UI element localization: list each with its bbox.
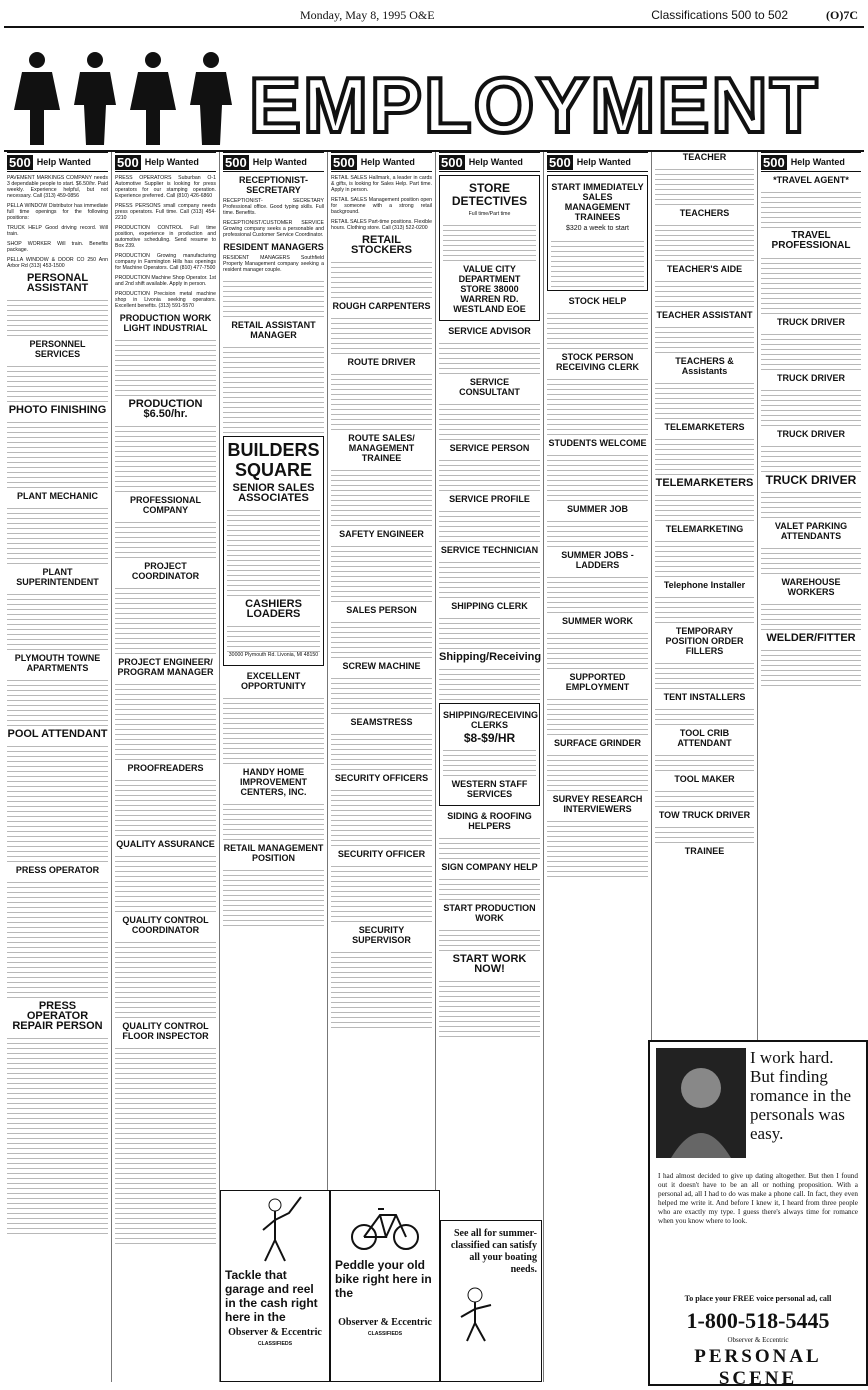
ad-text-block [655, 537, 754, 577]
classified-ad: PRODUCTION CONTROL Full time position, experience in production and automotive scheduling. Send resume to Box 239. [115, 225, 216, 249]
western-staff-ad [439, 703, 540, 806]
ad-text-block [547, 517, 648, 547]
ad-text-block [439, 977, 540, 1037]
ad-heading: VALUE CITY DEPARTMENT STORE 38000 WARREN RD. WESTLAND EOE [453, 264, 526, 314]
section-header: 500 Help Wanted [223, 152, 324, 172]
ad-text-block [547, 451, 648, 501]
ad-text-block [115, 518, 216, 558]
ad-heading: SAFETY ENGINEER [339, 529, 424, 539]
ad-heading: PROOFREADERS [127, 763, 204, 773]
ad-text-block [655, 751, 754, 771]
ad-text-block [7, 878, 108, 998]
ad-text-block [761, 254, 861, 314]
tackle-garage-ad [220, 1190, 330, 1382]
ad-heading: TOW TRUCK DRIVER [658, 810, 751, 820]
ad-heading: TELEMARKETERS [664, 422, 745, 432]
ad-heading: SURFACE GRINDER [553, 738, 641, 748]
fisherman-icon [245, 1195, 305, 1265]
classified-ad: PELLA WINDOW Distributor has immediate full time openings for the following positions: [7, 203, 108, 221]
ad-heading: TRUCK DRIVER [776, 429, 845, 439]
ad-heading: Telephone Installer [663, 580, 746, 590]
ad-heading: WAREHOUSE WORKERS [781, 577, 841, 597]
section-header: 500 Help Wanted [331, 152, 432, 172]
ad-text-block [655, 277, 754, 307]
sales-trainee-ad [547, 175, 648, 291]
ad-heading: PROFESSIONAL COMPANY [129, 495, 201, 515]
ad-headline: Peddle your old bike right here in the [335, 1258, 432, 1300]
ad-text-block [115, 938, 216, 1018]
ad-heading: SECURITY SUPERVISOR [352, 925, 411, 945]
ad-text-block [547, 375, 648, 435]
ad-text-block [761, 600, 861, 630]
ad-heading: POOL ATTENDANT [7, 728, 108, 740]
ad-heading: PRESS OPERATOR [15, 865, 100, 875]
ad-text-block [547, 751, 648, 791]
column-6 [544, 152, 652, 1382]
ad-heading: TEMPORARY POSITION ORDER FILLERS [665, 626, 744, 656]
ad-cta: To place your FREE voice personal ad, call [684, 1294, 832, 1303]
ad-text-block [7, 296, 108, 336]
banner-title: EMPLOYMENT [249, 61, 820, 149]
ad-text-block [115, 680, 216, 760]
ad-heading: SERVICE ADVISOR [448, 326, 531, 336]
ad-text-block [655, 221, 754, 261]
ad-text-block [331, 370, 432, 430]
ad-heading: QUALITY CONTROL COORDINATOR [122, 915, 209, 935]
ad-heading: STUDENTS WELCOME [548, 438, 647, 448]
ad-text-block [761, 488, 861, 518]
ad-heading: SHIPPING/RECEIVING CLERKS [443, 710, 539, 730]
builders-square-ad [223, 436, 324, 666]
ad-heading: TEACHERS [679, 208, 730, 218]
ad-text-block [439, 665, 540, 700]
classified-ad: PAVEMENT MARKINGS COMPANY needs 3 dependable people to start. $6.50/hr. Paid weekly. Experience helpful, but not necessary. Call (313) 459-0856 [7, 175, 108, 199]
ad-text-block [547, 573, 648, 613]
phone-number: 1-800-518-5445 [686, 1308, 830, 1333]
ad-heading: PERSONNEL SERVICES [29, 339, 86, 359]
classified-ad: SHOP WORKER Will train. Benefits package. [7, 241, 108, 253]
ad-text-block [655, 323, 754, 353]
section-header: 500 Help Wanted [761, 152, 861, 172]
ad-text-block [655, 705, 754, 725]
classified-ad: PELLA WINDOW & DOOR CO 250 Ann Arbor Rd (313) 453-1500 [7, 257, 108, 269]
ad-heading: EXCELLENT OPPORTUNITY [240, 671, 306, 691]
ad-heading: PRODUCTION WORK LIGHT INDUSTRIAL [119, 313, 212, 333]
ad-text-block [7, 676, 108, 726]
ad-heading: QUALITY CONTROL FLOOR INSPECTOR [122, 1021, 209, 1041]
brand-sub: CLASSIFIEDS [367, 1331, 403, 1337]
boating-ad [440, 1220, 542, 1382]
ad-heading: SALES PERSON [346, 605, 417, 615]
ad-text-block [331, 948, 432, 1028]
ad-text-block [115, 1044, 216, 1244]
ad-text-block [551, 237, 644, 287]
woman-portrait-icon [656, 1048, 746, 1158]
figure-man-icon [70, 50, 120, 145]
ad-text-block [7, 1034, 108, 1234]
ad-text-block [439, 558, 540, 598]
ad-heading: WELDER/FITTER [766, 632, 856, 644]
ad-text-block [547, 817, 648, 877]
ad-text-block [439, 926, 540, 951]
ad-text-block [331, 730, 432, 770]
ad-heading: PROJECT ENGINEER/ PROGRAM MANAGER [117, 657, 214, 677]
value-city-ad [439, 175, 540, 321]
date-line: Monday, May 8, 1995 O&E [300, 8, 435, 22]
ad-heading: RESIDENT MANAGERS [223, 242, 324, 252]
ad-text-block [439, 456, 540, 491]
ad-text-block [655, 659, 754, 689]
ad-text-block [547, 309, 648, 349]
ad-text-block [331, 618, 432, 658]
ad-heading: SECURITY OFFICERS [334, 773, 429, 783]
ad-text-block [115, 584, 216, 654]
classified-ad: RETAIL SALES Part-time positions. Flexible hours. Clothing store. Call (313) 522-0200 [331, 219, 432, 231]
bike-ad [330, 1190, 440, 1382]
ad-text-block [115, 336, 216, 396]
ad-text-block [115, 422, 216, 492]
ad-text-block [547, 629, 648, 669]
section-label: Classifications 500 to 502 [651, 8, 788, 22]
ad-heading: PHOTO FINISHING [8, 404, 107, 416]
figure-man-icon [186, 50, 236, 145]
brand-logo: Observer & Eccentric [727, 1336, 789, 1344]
ad-heading: $8-$9/HR [463, 731, 516, 745]
ad-text-block [439, 834, 540, 859]
personal-scene-ad [648, 1040, 868, 1389]
ad-text-block [223, 866, 324, 926]
ad-text-block [7, 418, 108, 488]
ad-text-block [439, 875, 540, 900]
ad-headline: See all for summer-classified can satisfy all your boating needs. [450, 1228, 537, 1275]
ad-text-block [7, 504, 108, 564]
ad-heading: TRUCK DRIVER [776, 317, 845, 327]
ad-heading: TEACHER'S AIDE [666, 264, 743, 274]
ad-heading: BUILDERS SQUARE [227, 440, 320, 480]
ad-heading: SURVEY RESEARCH INTERVIEWERS [552, 794, 643, 814]
ad-heading: TOOL MAKER [674, 774, 735, 784]
employment-banner [4, 40, 864, 150]
ad-heading: TENT INSTALLERS [663, 692, 746, 702]
ad-text-block [443, 221, 536, 261]
ad-heading: PLYMOUTH TOWNE APARTMENTS [14, 653, 101, 673]
ad-text-block [7, 362, 108, 402]
ad-text-block [7, 742, 108, 862]
ad-heading: WESTERN STAFF SERVICES [451, 779, 528, 799]
ad-body: I had almost decided to give up dating altogether. But then I found out it doesn't have to be an all or nothing proposition. With a personal ad, all I had to do was make a phone call. In fact, they even helped me write it. And before I knew it, I heard from three people who are exactly my type. I guess there's always time for romance when you know where to look. [658, 1172, 858, 1225]
page-header [0, 4, 868, 24]
ad-heading: TRAVEL PROFESSIONAL [771, 230, 851, 251]
ad-heading: TEACHERS & Assistants [675, 356, 734, 376]
ad-text-block [655, 823, 754, 843]
classified-ad: RETAIL SALES Hallmark, a leader in cards & gifts, is looking for Sales Help. Part time. Apply in person. [331, 175, 432, 193]
ad-text-block [331, 786, 432, 846]
ad-heading: SERVICE CONSULTANT [459, 377, 520, 397]
figure-woman-icon [12, 50, 62, 145]
ad-heading: SCREW MACHINE [342, 661, 421, 671]
ad-text-block [655, 491, 754, 521]
ad-heading: SENIOR SALES ASSOCIATES [232, 482, 315, 504]
ad-heading: PERSONAL ASSISTANT [26, 272, 89, 294]
ad-text-block [655, 379, 754, 419]
ad-text-block [223, 694, 324, 764]
classified-ad: PRODUCTION Growing manufacturing company in Farmington Hills has openings for Machine Operators. Call (810) 477-7500 [115, 253, 216, 271]
ad-text-block [761, 188, 861, 228]
ad-heading: TELEMARKETERS [655, 477, 754, 489]
ad-heading: SECURITY OFFICER [337, 849, 426, 859]
classified-ad: RESIDENT MANAGERS Southfield Property Management company seeking a resident manager couple. [223, 255, 324, 273]
ad-text-block [331, 542, 432, 602]
ad-heading: TEACHER [682, 152, 727, 162]
ad-heading: SHIPPING CLERK [451, 601, 528, 611]
ad-heading: PLANT MECHANIC [17, 491, 98, 501]
ad-heading: PRESS OPERATOR REPAIR PERSON [12, 1000, 103, 1032]
ad-heading: RECEPTIONIST- SECRETARY [238, 175, 308, 195]
ad-heading: SIGN COMPANY HELP [441, 862, 538, 872]
page-number: (O)7C [826, 8, 858, 22]
personal-scene-logo: PERSONAL SCENE [694, 1346, 822, 1389]
ad-text-block [227, 506, 320, 596]
classified-ad: PRODUCTION Precision metal machine shop in Livonia seeking operators. Excellent benefits. (313) 591-5570 [115, 291, 216, 309]
ad-address: 30000 Plymouth Rd. Livonia, MI 48150 [228, 652, 319, 658]
ad-heading: CASHIERS LOADERS [245, 598, 302, 620]
brand-logo: Observer & Eccentric [228, 1327, 322, 1338]
classified-ad: RECEPTIONIST- SECRETARY Professional office. Good typing skills. Full time. Benefits. [223, 198, 324, 216]
ad-text-block [439, 339, 540, 374]
ad-text-block [331, 862, 432, 922]
ad-heading: ROUTE SALES/ MANAGEMENT TRAINEE [348, 433, 415, 463]
ad-text-block [761, 386, 861, 426]
ad-heading: SUMMER JOBS - LADDERS [561, 550, 634, 570]
ad-heading: SERVICE TECHNICIAN [440, 545, 539, 555]
classified-ad: PRESS PERSONS small company needs press operators. Full time. Call (313) 454-2210 [115, 203, 216, 221]
bicycle-icon [350, 1195, 420, 1255]
ad-headline: I work hard. But finding romance in the personals was easy. [750, 1048, 852, 1143]
ad-heading: ROUTE DRIVER [347, 357, 416, 367]
ad-text-block [761, 330, 861, 370]
ad-text-block [655, 165, 754, 205]
ad-text-block [761, 442, 861, 472]
ad-text-block [439, 614, 540, 649]
section-header: 500 Help Wanted [547, 152, 648, 172]
ad-heading: TRUCK DRIVER [776, 373, 845, 383]
ad-text-block [761, 544, 861, 574]
ad-heading: SUMMER WORK [562, 616, 633, 626]
classified-ad: PRESS OPERATORS Suburban O-1 Automotive Supplier is looking for press operators for our stamping operation. Experience preferred. Call (810) 426-6860 [115, 175, 216, 199]
ad-heading: VALET PARKING ATTENDANTS [774, 521, 848, 541]
ad-text-block [655, 435, 754, 475]
ad-heading: PLANT SUPERINTENDENT [16, 567, 99, 587]
ad-text-block [331, 314, 432, 354]
ad-subheading: Full time/Part time [468, 211, 511, 217]
ad-headline: Tackle that garage and reel in the cash right here in the [225, 1268, 318, 1324]
ad-heading: ROUGH CARPENTERS [332, 301, 431, 311]
ad-heading: TELEMARKETING [665, 524, 744, 534]
figure-woman-icon [128, 50, 178, 145]
ad-text-block [655, 787, 754, 807]
ad-heading: *TRAVEL AGENT* [773, 175, 849, 185]
ad-heading: TRUCK DRIVER [765, 473, 857, 487]
ad-text-block [655, 593, 754, 623]
ad-text-block [331, 674, 432, 714]
ad-heading: START PRODUCTION WORK [443, 903, 536, 923]
ad-heading: SERVICE PROFILE [449, 494, 530, 504]
column-5 [436, 152, 544, 1382]
ad-heading: SUMMER JOB [566, 504, 628, 514]
column-2 [112, 152, 220, 1382]
ad-text-block [223, 343, 324, 433]
ad-heading: RETAIL MANAGEMENT POSITION [223, 843, 324, 863]
ad-heading: STORE DETECTIVES [451, 181, 528, 208]
ad-heading: Shipping/Receiving [439, 651, 542, 663]
ad-heading: PRODUCTION $6.50/hr. [128, 398, 203, 420]
ad-text-block [115, 776, 216, 836]
classified-ad: TRUCK HELP Good driving record. Will train. [7, 225, 108, 237]
ad-text-block [331, 466, 432, 526]
ad-heading: STOCK HELP [568, 296, 627, 306]
classified-ad: PRODUCTION Machine Shop Operator. 1st and 2nd shift available. Apply in person. [115, 275, 216, 287]
ad-text-block [115, 852, 216, 912]
header-rule [4, 26, 864, 28]
ad-heading: SERVICE PERSON [449, 443, 530, 453]
ad-heading: STOCK PERSON RECEIVING CLERK [555, 352, 639, 372]
ad-heading: PROJECT COORDINATOR [131, 561, 200, 581]
section-header: 500 Help Wanted [115, 152, 216, 172]
ad-heading: TRAINEE [684, 846, 725, 856]
ad-heading: SUPPORTED EMPLOYMENT [565, 672, 630, 692]
ad-heading: QUALITY ASSURANCE [116, 839, 215, 849]
ad-text-block [547, 695, 648, 735]
ad-text-block [761, 646, 861, 686]
ad-text-block [331, 258, 432, 298]
ad-heading: TOOL CRIB ATTENDANT [677, 728, 732, 748]
brand-sub: CLASSIFIEDS [257, 1341, 293, 1347]
ad-heading: RETAIL STOCKERS [351, 234, 412, 256]
ad-text-block [439, 400, 540, 440]
ad-heading: RETAIL ASSISTANT MANAGER [231, 320, 316, 340]
ad-text-block [439, 507, 540, 542]
ad-text-block [223, 277, 324, 317]
ad-heading: TEACHER ASSISTANT [656, 310, 753, 320]
ad-text-block [443, 746, 536, 776]
ad-text-block [223, 800, 324, 840]
ad-heading: SEAMSTRESS [350, 717, 413, 727]
classified-ad: RECEPTIONIST/CUSTOMER SERVICE Growing company seeks a personable and professional Customer Service Coordinator. [223, 220, 324, 238]
brand-logo: Observer & Eccentric [338, 1317, 432, 1328]
ad-heading: HANDY HOME IMPROVEMENT CENTERS, INC. [239, 767, 307, 797]
section-header: 500 Help Wanted [439, 152, 540, 172]
column-1 [4, 152, 112, 1382]
boater-icon [445, 1283, 505, 1343]
ad-heading: START IMMEDIATELY SALES MANAGEMENT TRAINEES [551, 182, 644, 222]
ad-heading: START WORK NOW! [452, 953, 527, 975]
ad-text-block [7, 590, 108, 650]
ad-heading: SIDING & ROOFING HELPERS [447, 811, 532, 831]
section-header: 500 Help Wanted [7, 152, 108, 172]
classified-ad: RETAIL SALES Management position open for someone with a strong retail background. [331, 197, 432, 215]
ad-text-block [227, 622, 320, 652]
ad-subheading: $320 a week to start [565, 225, 630, 232]
